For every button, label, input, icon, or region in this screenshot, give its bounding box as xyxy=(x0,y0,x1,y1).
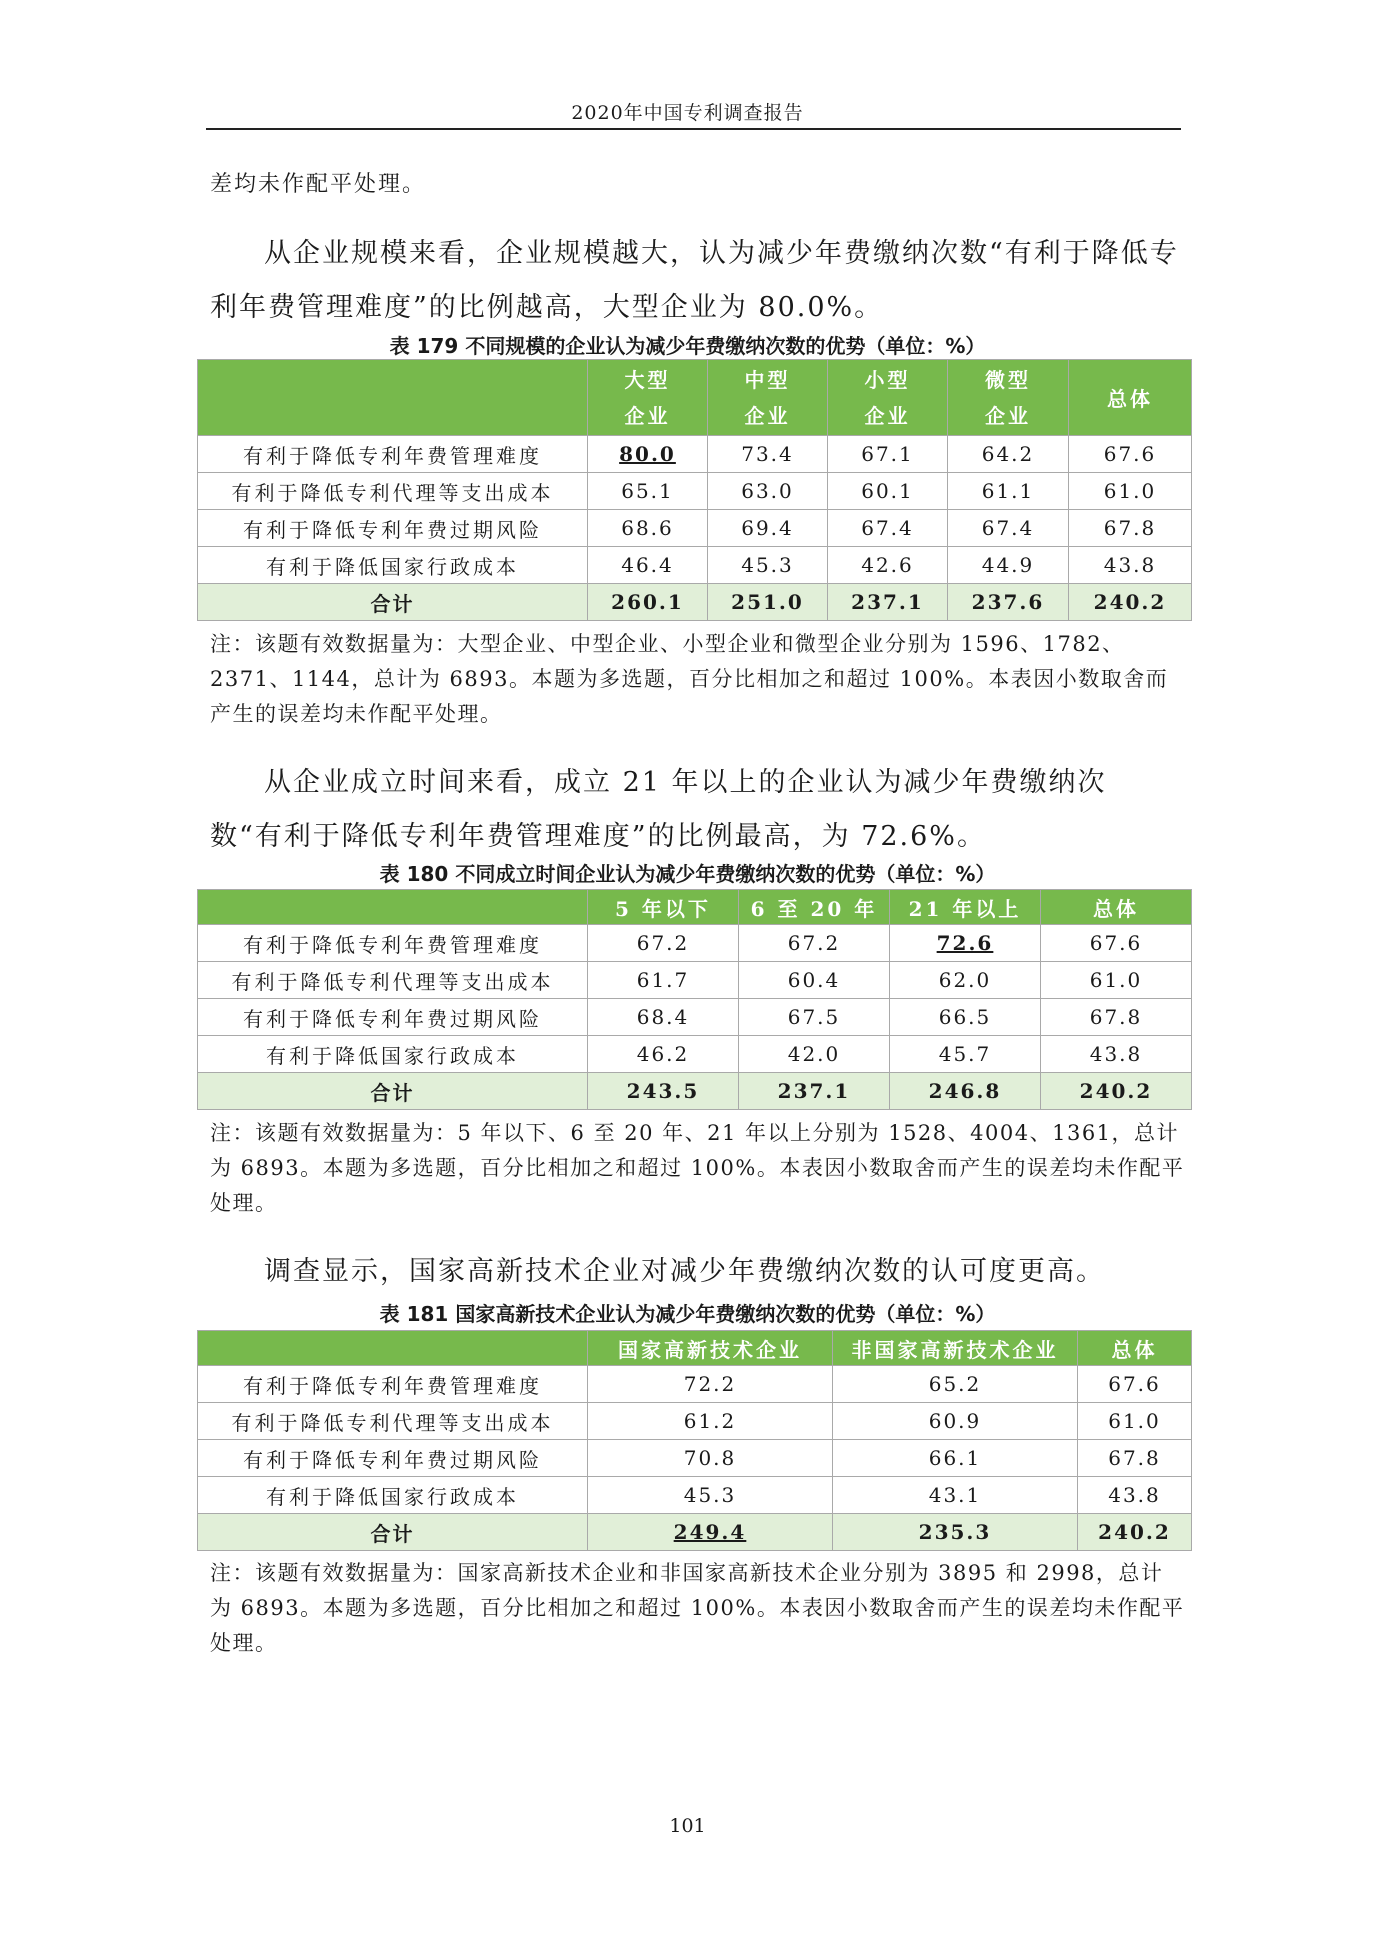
highlight-value: 72.6 xyxy=(936,931,994,955)
col-header-overall: 总体 xyxy=(1078,1331,1192,1366)
cell: 70.8 xyxy=(588,1440,833,1477)
total-cell: 251.0 xyxy=(708,584,828,621)
cell: 67.4 xyxy=(828,510,948,547)
col-header-micro: 微型 企业 xyxy=(948,360,1069,436)
cell: 60.1 xyxy=(828,473,948,510)
row-label: 有利于降低国家行政成本 xyxy=(198,1477,588,1514)
cell: 67.6 xyxy=(1069,436,1192,473)
table-row xyxy=(198,436,1192,473)
table-179-caption: 表 179 不同规模的企业认为减少年费缴纳次数的优势（单位：%） xyxy=(389,334,986,358)
row-label: 有利于降低专利代理等支出成本 xyxy=(198,962,588,999)
cell xyxy=(890,925,1041,962)
cell: 72.2 xyxy=(588,1366,833,1403)
cell: 68.6 xyxy=(588,510,708,547)
cell: 66.5 xyxy=(890,999,1041,1036)
table-180 xyxy=(197,889,1192,1110)
paragraph-hightech: 调查显示，国家高新技术企业对减少年费缴纳次数的认可度更高。 xyxy=(264,1256,1105,1287)
cell: 45.3 xyxy=(588,1477,833,1514)
col-header-non-hightech: 非国家高新技术企业 xyxy=(833,1331,1078,1366)
table-row xyxy=(198,547,1192,584)
cell: 61.1 xyxy=(948,473,1069,510)
col-header-small: 小型 企业 xyxy=(828,360,948,436)
row-label: 有利于降低专利代理等支出成本 xyxy=(198,1403,588,1440)
cell: 42.0 xyxy=(739,1036,890,1073)
cell: 68.4 xyxy=(588,999,739,1036)
cell: 67.4 xyxy=(948,510,1069,547)
header-empty-cell xyxy=(198,1331,588,1366)
cell: 43.1 xyxy=(833,1477,1078,1514)
table-row xyxy=(198,510,1192,547)
table-row xyxy=(198,1440,1192,1477)
col-header-medium: 中型 企业 xyxy=(708,360,828,436)
cell: 73.4 xyxy=(708,436,828,473)
table-row xyxy=(198,925,1192,962)
row-label: 有利于降低专利年费管理难度 xyxy=(198,1366,588,1403)
total-cell xyxy=(588,1514,833,1551)
total-cell: 240.2 xyxy=(1069,584,1192,621)
row-label: 有利于降低专利代理等支出成本 xyxy=(198,473,588,510)
table-row xyxy=(198,1036,1192,1073)
cell: 61.7 xyxy=(588,962,739,999)
total-cell: 246.8 xyxy=(890,1073,1041,1110)
total-cell: 240.2 xyxy=(1078,1514,1192,1551)
paragraph-continuation: 差均未作配平处理。 xyxy=(210,172,427,197)
table-179 xyxy=(197,359,1192,621)
table-row xyxy=(198,999,1192,1036)
table-row xyxy=(198,1366,1192,1403)
cell: 65.2 xyxy=(833,1366,1078,1403)
cell: 67.2 xyxy=(739,925,890,962)
total-cell: 240.2 xyxy=(1041,1073,1192,1110)
row-label: 有利于降低国家行政成本 xyxy=(198,1036,588,1073)
header-empty-cell xyxy=(198,360,588,436)
highlight-value: 249.4 xyxy=(673,1520,747,1544)
table-total-row xyxy=(198,1073,1192,1110)
table-row xyxy=(198,962,1192,999)
cell: 43.8 xyxy=(1069,547,1192,584)
table-180-caption: 表 180 不同成立时间企业认为减少年费缴纳次数的优势（单位：%） xyxy=(379,862,996,886)
paragraph-age: 从企业成立时间来看，成立 21 年以上的企业认为减少年费缴纳次数“有利于降低专利年费管理难度”的比例最高，为 72.6%。 xyxy=(210,767,1107,852)
cell: 60.9 xyxy=(833,1403,1078,1440)
cell: 43.8 xyxy=(1078,1477,1192,1514)
row-label: 有利于降低国家行政成本 xyxy=(198,547,588,584)
cell: 67.5 xyxy=(739,999,890,1036)
cell: 61.2 xyxy=(588,1403,833,1440)
col-header-under-5: 5 年以下 xyxy=(588,890,739,925)
cell: 46.2 xyxy=(588,1036,739,1073)
table-179-note: 注：该题有效数据量为：大型企业、中型企业、小型企业和微型企业分别为 1596、1782、2371、1144，总计为 6893。本题为多选题，百分比相加之和超过 100%。本表因小数取舍而产生的误差均未作配平处理。 xyxy=(210,632,1169,726)
total-label: 合计 xyxy=(198,584,588,621)
table-total-row xyxy=(198,1514,1192,1551)
header-empty-cell xyxy=(198,890,588,925)
header-rule xyxy=(206,128,1181,130)
col-header-6-to-20: 6 至 20 年 xyxy=(739,890,890,925)
cell: 67.1 xyxy=(828,436,948,473)
total-cell: 235.3 xyxy=(833,1514,1078,1551)
table-row xyxy=(198,1403,1192,1440)
col-header-overall: 总体 xyxy=(1069,360,1192,436)
cell: 63.0 xyxy=(708,473,828,510)
row-label: 有利于降低专利年费过期风险 xyxy=(198,1440,588,1477)
total-label: 合计 xyxy=(198,1073,588,1110)
cell: 46.4 xyxy=(588,547,708,584)
cell: 65.1 xyxy=(588,473,708,510)
table-181-note: 注：该题有效数据量为：国家高新技术企业和非国家高新技术企业分别为 3895 和 2998，总计为 6893。本题为多选题，百分比相加之和超过 100%。本表因小数取舍而产生的误差均未作配平处理。 xyxy=(210,1561,1185,1655)
total-cell: 243.5 xyxy=(588,1073,739,1110)
table-header-row xyxy=(198,1331,1192,1366)
cell: 67.6 xyxy=(1041,925,1192,962)
table-total-row xyxy=(198,584,1192,621)
paragraph-size: 从企业规模来看，企业规模越大，认为减少年费缴纳次数“有利于降低专利年费管理难度”的比例越高，大型企业为 80.0%。 xyxy=(210,238,1179,323)
page-number: 101 xyxy=(669,1815,706,1837)
col-header-hightech: 国家高新技术企业 xyxy=(588,1331,833,1366)
cell: 45.7 xyxy=(890,1036,1041,1073)
cell: 67.8 xyxy=(1069,510,1192,547)
row-label: 有利于降低专利年费过期风险 xyxy=(198,510,588,547)
cell: 43.8 xyxy=(1041,1036,1192,1073)
table-header-row xyxy=(198,360,1192,436)
table-181-caption: 表 181 国家高新技术企业认为减少年费缴纳次数的优势（单位：%） xyxy=(379,1302,996,1326)
row-label: 有利于降低专利年费管理难度 xyxy=(198,925,588,962)
cell: 61.0 xyxy=(1078,1403,1192,1440)
col-header-over-21: 21 年以上 xyxy=(890,890,1041,925)
total-label: 合计 xyxy=(198,1514,588,1551)
col-header-large: 大型 企业 xyxy=(588,360,708,436)
row-label: 有利于降低专利年费管理难度 xyxy=(198,436,588,473)
cell: 61.0 xyxy=(1069,473,1192,510)
cell: 61.0 xyxy=(1041,962,1192,999)
table-header-row xyxy=(198,890,1192,925)
total-cell: 237.1 xyxy=(739,1073,890,1110)
cell: 60.4 xyxy=(739,962,890,999)
table-row xyxy=(198,473,1192,510)
cell: 66.1 xyxy=(833,1440,1078,1477)
total-cell: 237.1 xyxy=(828,584,948,621)
cell xyxy=(588,436,708,473)
total-cell: 260.1 xyxy=(588,584,708,621)
table-180-note: 注：该题有效数据量为：5 年以下、6 至 20 年、21 年以上分别为 1528、4004、1361，总计为 6893。本题为多选题，百分比相加之和超过 100%。本表因小数取舍而产生的误差均未作配平处理。 xyxy=(210,1121,1185,1215)
highlight-value: 80.0 xyxy=(619,442,676,466)
cell: 64.2 xyxy=(948,436,1069,473)
total-cell: 237.6 xyxy=(948,584,1069,621)
table-181 xyxy=(197,1330,1192,1551)
cell: 67.8 xyxy=(1078,1440,1192,1477)
cell: 42.6 xyxy=(828,547,948,584)
cell: 67.8 xyxy=(1041,999,1192,1036)
cell: 69.4 xyxy=(708,510,828,547)
cell: 67.2 xyxy=(588,925,739,962)
page-header-title: 2020年中国专利调查报告 xyxy=(571,102,804,124)
cell: 44.9 xyxy=(948,547,1069,584)
cell: 62.0 xyxy=(890,962,1041,999)
row-label: 有利于降低专利年费过期风险 xyxy=(198,999,588,1036)
cell: 67.6 xyxy=(1078,1366,1192,1403)
col-header-overall: 总体 xyxy=(1041,890,1192,925)
cell: 45.3 xyxy=(708,547,828,584)
table-row xyxy=(198,1477,1192,1514)
